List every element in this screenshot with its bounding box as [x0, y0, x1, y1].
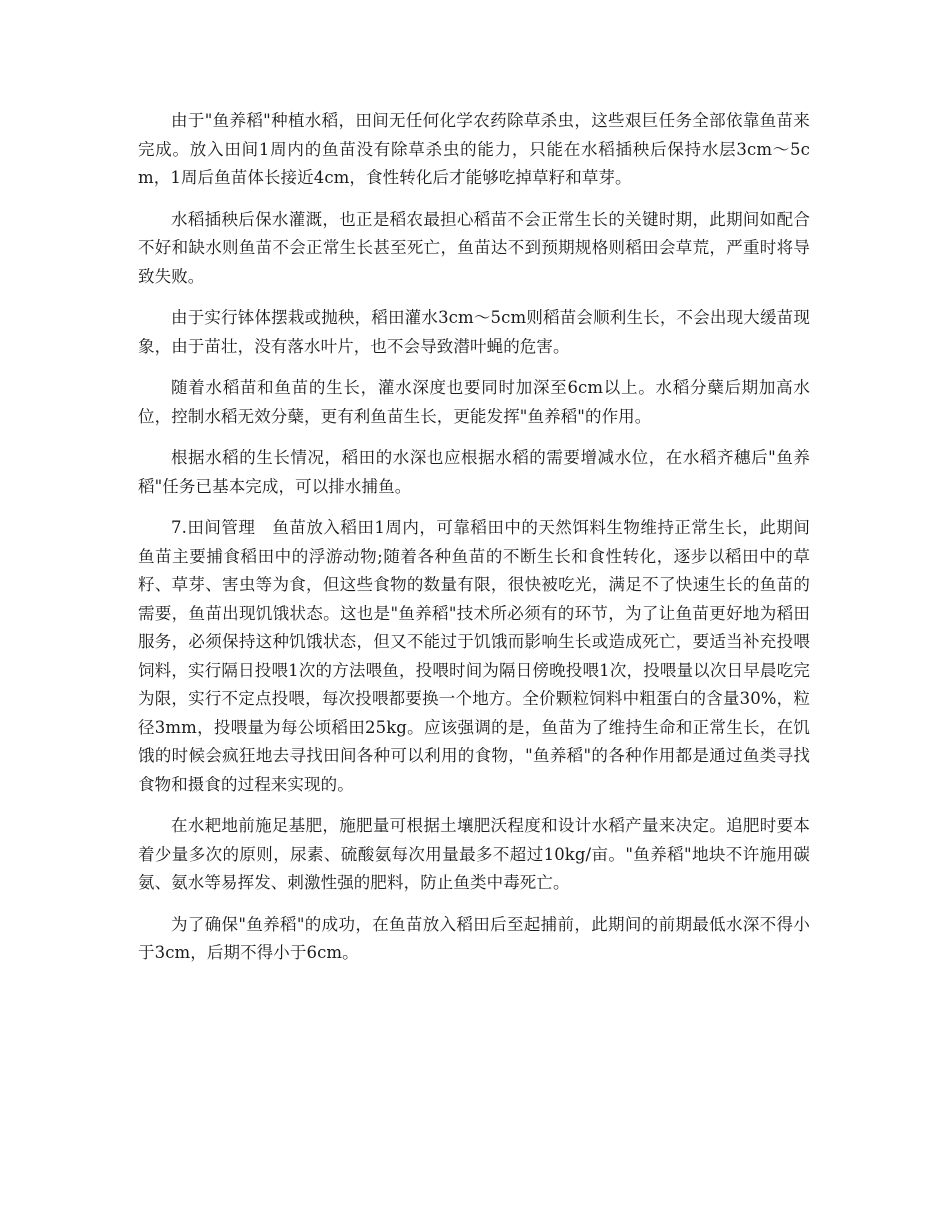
paragraph-fish-weeding: 由于"鱼养稻"种植水稻，田间无任何化学农药除草杀虫，这些艰巨任务全部依靠鱼苗来完成。放入田间1周内的鱼苗没有除草杀虫的能力，只能在水稻插秧后保持水层3cm～5cm，1周后鱼苗体长接近4cm，食性转化后才能够吃掉草籽和草芽。: [138, 111, 810, 187]
paragraph-fertilization: 在水耙地前施足基肥，施肥量可根据土壤肥沃程度和设计水稻产量来决定。追肥时要本着少量多次的原则，尿素、硫酸氨每次用量最多不超过10kg/亩。"鱼养稻"地块不许施用碳氨、氨水等易挥发、刺激性强的肥料，防止鱼类中毒死亡。: [138, 816, 810, 892]
paragraph-transplanting-water: 由于实行钵体摆栽或抛秧，稻田灌水3cm～5cm则稻苗会顺利生长，不会出现大缓苗现象，由于苗壮，没有落水叶片，也不会导致潜叶蝇的危害。: [138, 308, 810, 356]
document-body: [138, 107, 810, 981]
paragraph-deepening-water: 随着水稻苗和鱼苗的生长，灌水深度也要同时加深至6cm以上。水稻分蘖后期加高水位，控制水稻无效分蘖，更有利鱼苗生长，更能发挥"鱼养稻"的作用。: [138, 378, 810, 426]
paragraph-field-management: 7.田间管理 鱼苗放入稻田1周内，可靠稻田中的天然饵料生物维持正常生长，此期间鱼苗主要捕食稻田中的浮游动物;随着各种鱼苗的不断生长和食性转化，逐步以稻田中的草籽、草芽、害虫等为食，但这些食物的数量有限，很快被吃光，满足不了快速生长的鱼苗的需要，鱼苗出现饥饿状态。这也是"鱼养稻"技术所必须有的环节，为了让鱼苗更好地为稻田服务，必须保持这种饥饿状态，但又不能过于饥饿而影响生长或造成死亡，要适当补充投喂饲料，实行隔日投喂1次的方法喂鱼，投喂时间为隔日傍晚投喂1次，投喂量以次日早晨吃完为限，实行不定点投喂，每次投喂都要换一个地方。全价颗粒饲料中粗蛋白的含量30%，粒径3mm，投喂量为每公顷稻田25kg。应该强调的是，鱼苗为了维持生命和正常生长，在饥饿的时候会疯狂地去寻找田间各种可以利用的食物，"鱼养稻"的各种作用都是通过鱼类寻找食物和摄食的过程来实现的。: [138, 518, 810, 794]
paragraph-water-level-adjustment: 根据水稻的生长情况，稻田的水深也应根据水稻的需要增减水位，在水稻齐穗后"鱼养稻"任务已基本完成，可以排水捕鱼。: [138, 448, 810, 496]
paragraph-irrigation-critical-period: 水稻插秧后保水灌溉，也正是稻农最担心稻苗不会正常生长的关键时期，此期间如配合不好和缺水则鱼苗不会正常生长甚至死亡，鱼苗达不到预期规格则稻田会草荒，严重时将导致失败。: [138, 209, 810, 286]
paragraph-minimum-water-depth: 为了确保"鱼养稻"的成功，在鱼苗放入稻田后至起捕前，此期间的前期最低水深不得小于3cm，后期不得小于6cm。: [138, 914, 810, 962]
